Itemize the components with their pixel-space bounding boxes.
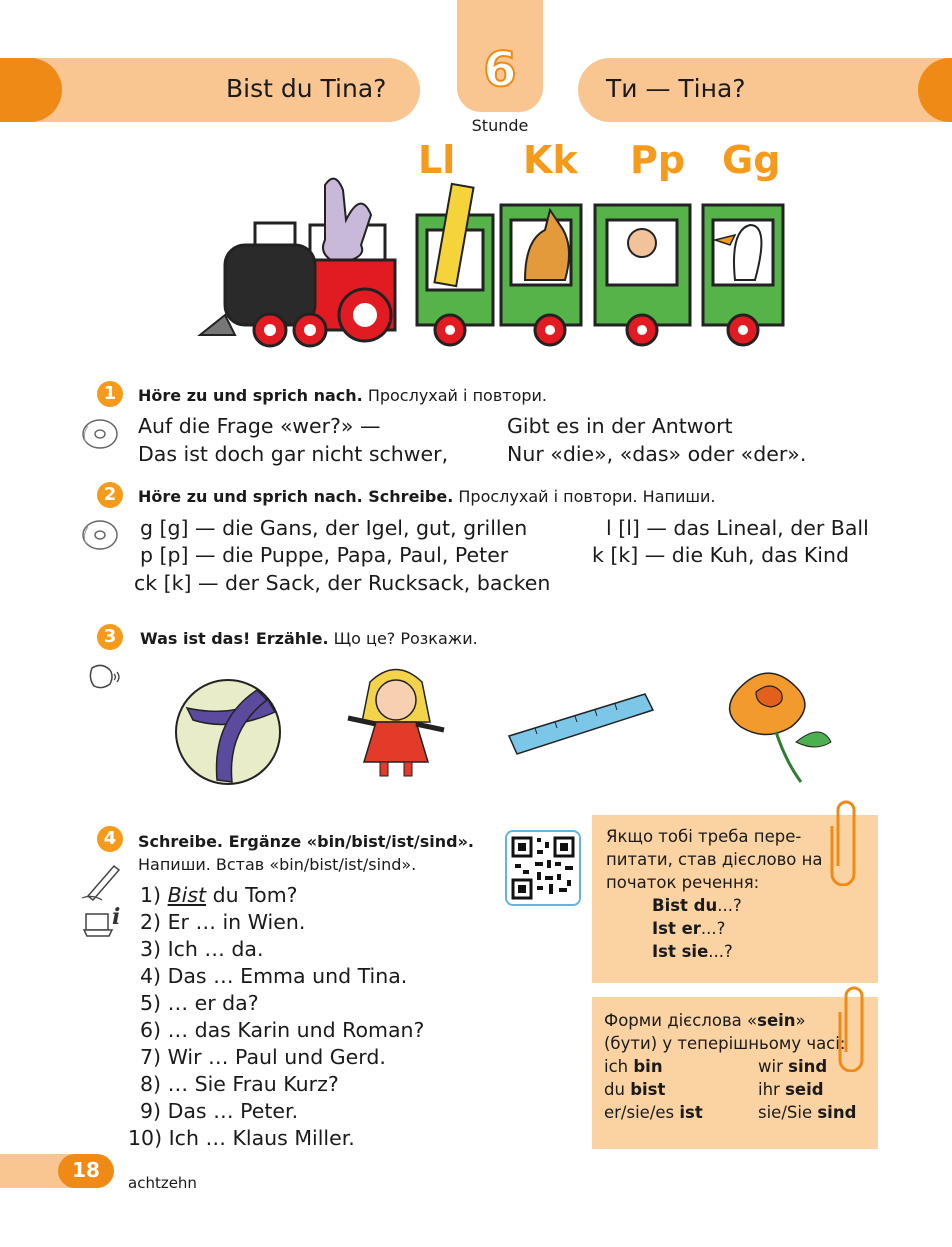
audio-cd-icon[interactable] bbox=[80, 518, 120, 552]
exercise-item: 8) … Sie Frau Kurz? bbox=[140, 1072, 339, 1096]
exercise-item: 7) Wir … Paul und Gerd. bbox=[140, 1045, 386, 1069]
train-illustration bbox=[195, 165, 795, 375]
exercise-item: 9) Das … Peter. bbox=[140, 1099, 299, 1123]
svg-text:i: i bbox=[112, 904, 121, 930]
paperclip-icon bbox=[838, 982, 870, 1072]
letter-pair: Gg bbox=[722, 138, 781, 182]
note-line: початок речення: bbox=[606, 873, 760, 892]
page-title-ua: Ти — Тіна? bbox=[606, 74, 746, 103]
note-line: (бути) у теперішньому часі: bbox=[604, 1034, 846, 1053]
phonetics-line: k [k] — die Kuh, das Kind bbox=[592, 543, 849, 567]
lesson-number: 6 bbox=[483, 42, 517, 98]
task2-instruction bbox=[138, 487, 715, 506]
task4-instruction-de: Schreibe. Ergänze «bin/bist/ist/sind». bbox=[138, 832, 474, 851]
task-number-badge: 1 bbox=[97, 381, 123, 407]
phonetics-line: ck [k] — der Sack, der Rucksack, backen bbox=[134, 571, 551, 595]
pen-writing-icon bbox=[80, 858, 124, 902]
task1-instruction-de: Höre zu und sprich nach. bbox=[138, 386, 363, 405]
task2-instruction-ua: Прослухай і повтори. Напиши. bbox=[458, 487, 716, 506]
phonetics-line: g [g] — die Gans, der Igel, gut, grillen bbox=[140, 516, 528, 540]
lesson-label: Stunde bbox=[471, 116, 529, 135]
note-line: Форми дієслова «sein» bbox=[604, 1011, 806, 1030]
poem-line: Gibt es in der Antwort bbox=[507, 414, 733, 438]
exercise-item: 3) Ich … da. bbox=[140, 937, 264, 961]
task3-instruction bbox=[140, 629, 478, 648]
exercise-item: 2) Er … in Wien. bbox=[140, 910, 306, 934]
qr-code-icon bbox=[507, 832, 579, 904]
grammar-note-sein bbox=[592, 997, 878, 1149]
poem-line: Das ist doch gar nicht schwer, bbox=[138, 442, 449, 466]
conjugation-row: er/sie/es ist sie/Sie sind bbox=[604, 1103, 857, 1122]
task-number-badge: 4 bbox=[97, 826, 123, 852]
exercise-item: 5) … er da? bbox=[140, 991, 259, 1015]
note-example: Bist du bbox=[652, 896, 718, 915]
qr-code[interactable] bbox=[505, 830, 581, 906]
task4-instruction-ua: Напиши. Встав «bin/bist/ist/sind». bbox=[138, 855, 417, 874]
exercise-item: 10) Ich … Klaus Miller. bbox=[128, 1126, 355, 1150]
paperclip-icon bbox=[830, 796, 862, 886]
task-number-badge: 3 bbox=[97, 624, 123, 650]
letter-pair: Kk bbox=[523, 138, 578, 182]
conjugation-row: du bist ihr seid bbox=[604, 1080, 824, 1099]
example-answer: Bist bbox=[167, 883, 207, 907]
page-title-de: Bist du Tina? bbox=[226, 74, 387, 103]
phonetics-line: l [l] — das Lineal, der Ball bbox=[606, 516, 869, 540]
poem-line: Auf die Frage «wer?» — bbox=[138, 414, 381, 438]
speaking-face-icon bbox=[88, 664, 122, 690]
task1-instruction-ua: Прослухай і повтори. bbox=[367, 386, 547, 405]
info-laptop-icon bbox=[82, 900, 126, 940]
ruler-illustration bbox=[505, 690, 657, 760]
exercise-item: 6) … das Karin und Roman? bbox=[140, 1018, 425, 1042]
letter-pair: Ll bbox=[418, 138, 456, 182]
task3-instruction-ua: Що це? Розкажи. bbox=[333, 629, 478, 648]
poem-line: Nur «die», «das» oder «der». bbox=[507, 442, 807, 466]
task-number-badge: 2 bbox=[97, 482, 123, 508]
exercise-item: 4) Das … Emma und Tina. bbox=[140, 964, 408, 988]
letter-pair: Pp bbox=[630, 138, 686, 182]
conjugation-row: ich bin wir sind bbox=[604, 1057, 828, 1076]
note-example: Ist er bbox=[652, 919, 701, 938]
task1-instruction bbox=[138, 386, 547, 405]
audio-cd-icon[interactable] bbox=[80, 417, 120, 451]
exercise-item: 1) Bist du Tom? bbox=[140, 883, 298, 907]
rose-illustration bbox=[716, 662, 838, 786]
phonetics-line: p [p] — die Puppe, Papa, Paul, Peter bbox=[140, 543, 509, 567]
note-line: питати, став дієслово на bbox=[606, 850, 823, 869]
note-line: Якщо тобі треба пере- bbox=[606, 827, 802, 846]
task3-instruction-de: Was ist das! Erzähle. bbox=[140, 629, 329, 648]
ball-illustration bbox=[172, 678, 284, 786]
page-number-word: achtzehn bbox=[128, 1174, 197, 1192]
grammar-note-question: Якщо тобі треба пере- питати, став дієслово на початок речення: Bist du...? Ist er...? Ist sie...? bbox=[592, 815, 878, 983]
note-example: Ist sie bbox=[652, 942, 709, 961]
page-number: 18 bbox=[72, 1158, 100, 1182]
header-left-cap bbox=[0, 58, 62, 122]
doll-illustration bbox=[340, 662, 452, 782]
task2-instruction-de: Höre zu und sprich nach. Schreibe. bbox=[138, 487, 454, 506]
